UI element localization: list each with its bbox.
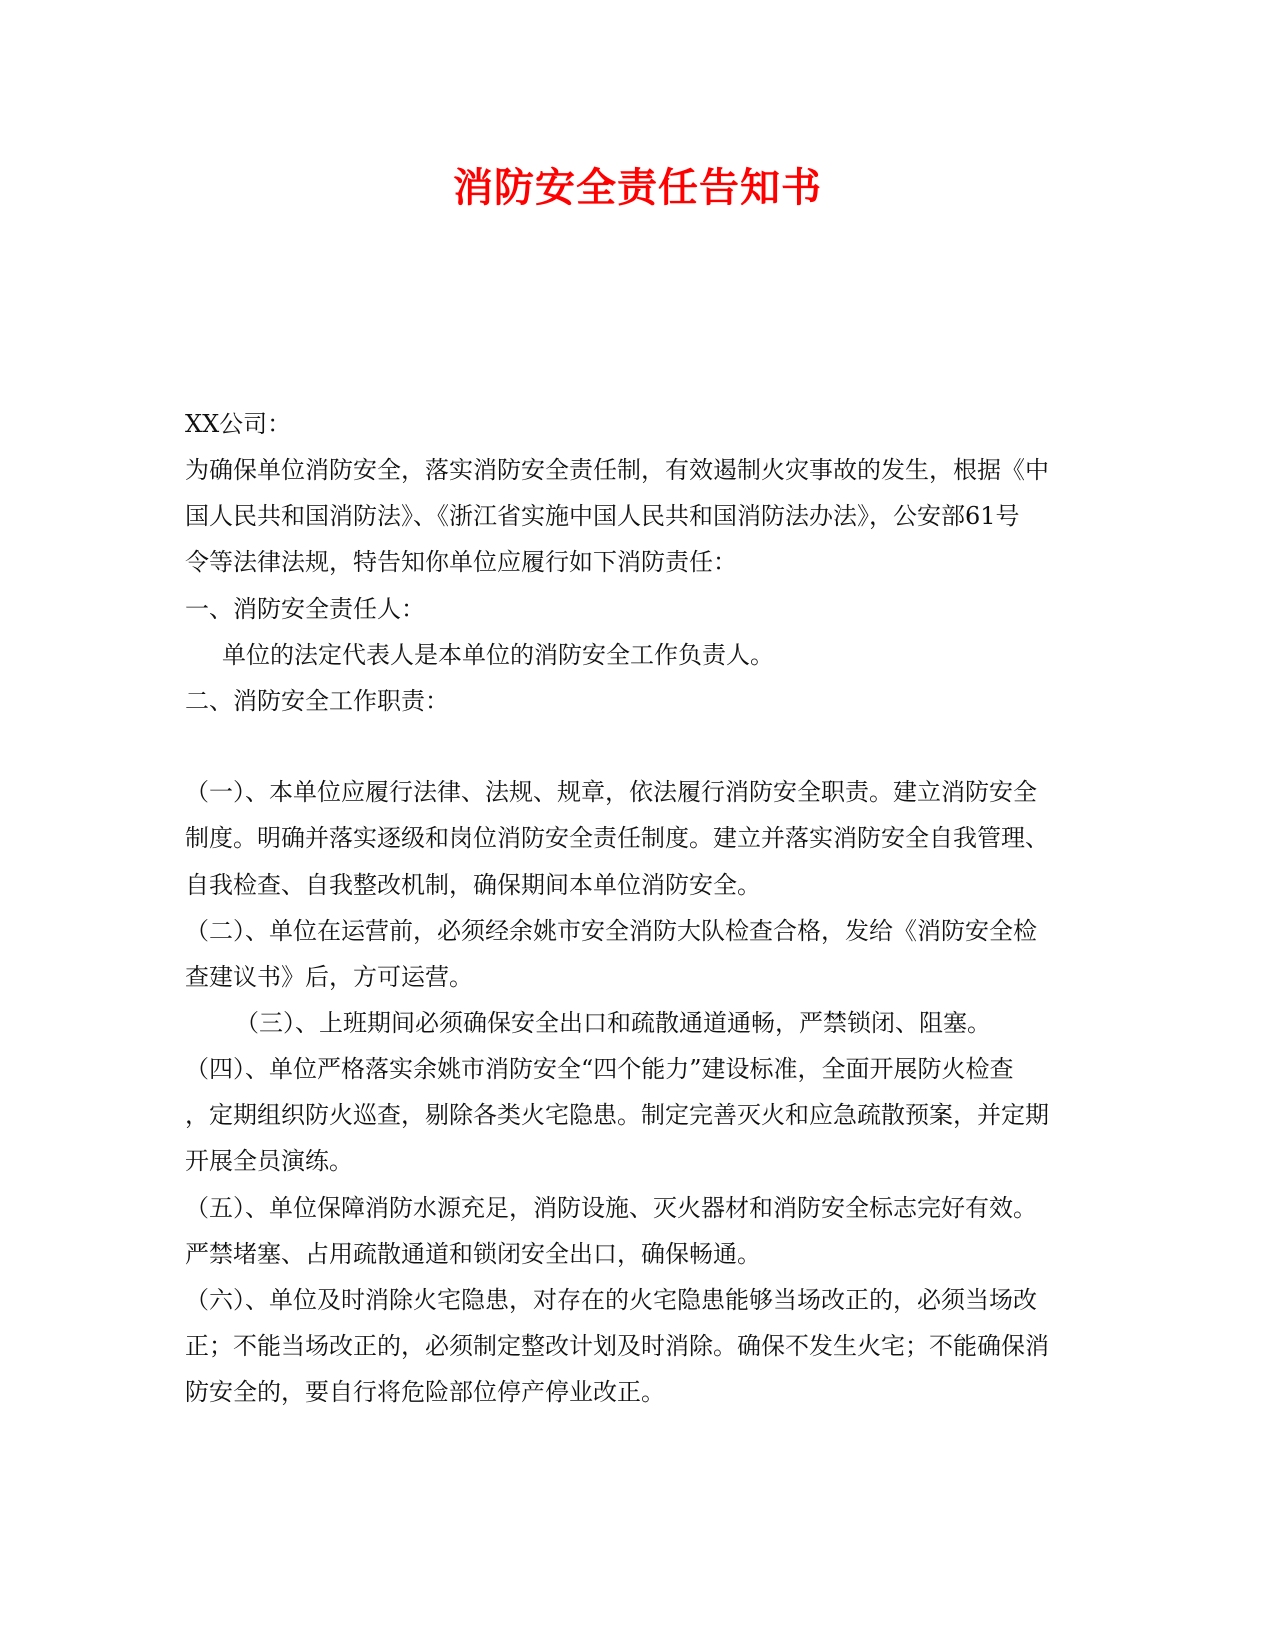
intro-line-3: 令等法律法规，特告知你单位应履行如下消防责任：: [185, 548, 737, 576]
item-4-line-1: （四）、单位严格落实余姚市消防安全“四个能力”建设标准，全面开展防火检查: [185, 1055, 1014, 1083]
item-1-line-1: （一）、本单位应履行法律、法规、规章，依法履行消防安全职责。建立消防安全: [185, 778, 1037, 806]
item-1-line-3: 自我检查、自我整改机制，确保期间本单位消防安全。: [185, 871, 761, 899]
item-5-line-2: 严禁堵塞、占用疏散通道和锁闭安全出口，确保畅通。: [185, 1240, 761, 1268]
document-title: 消防安全责任告知书: [453, 164, 822, 211]
item-4-line-2: ，定期组织防火巡查，剔除各类火宅隐患。制定完善灭火和应急疏散预案，并定期: [185, 1101, 1049, 1129]
section-heading-1: 一、消防安全责任人：: [185, 595, 425, 623]
salutation: XX公司：: [185, 410, 292, 438]
intro-line-2: 国人民共和国消防法》、《浙江省实施中国人民共和国消防法办法》，公安部61号: [185, 502, 1020, 530]
item-2-line-2: 查建议书》后，方可运营。: [185, 963, 473, 991]
intro-line-1: 为确保单位消防安全，落实消防安全责任制，有效遏制火灾事故的发生，根据《中: [185, 456, 1049, 484]
item-1-line-2: 制度。明确并落实逐级和岗位消防安全责任制度。建立并落实消防安全自我管理、: [185, 824, 1049, 852]
item-6-line-3: 防安全的，要自行将危险部位停产停业改正。: [185, 1378, 665, 1406]
item-3-line-1: （三）、上班期间必须确保安全出口和疏散通道通畅，严禁锁闭、阻塞。: [235, 1009, 991, 1037]
item-5-line-1: （五）、单位保障消防水源充足，消防设施、灭火器材和消防安全标志完好有效。: [185, 1194, 1037, 1222]
section-1-text: 单位的法定代表人是本单位的消防安全工作负责人。: [222, 641, 774, 669]
item-6-line-1: （六）、单位及时消除火宅隐患，对存在的火宅隐患能够当场改正的，必须当场改: [185, 1286, 1037, 1314]
section-heading-2: 二、消防安全工作职责：: [185, 687, 449, 715]
item-4-line-3: 开展全员演练。: [185, 1147, 353, 1175]
item-6-line-2: 正；不能当场改正的，必须制定整改计划及时消除。确保不发生火宅；不能确保消: [185, 1332, 1049, 1360]
item-2-line-1: （二）、单位在运营前，必须经余姚市安全消防大队检查合格，发给《消防安全检: [185, 917, 1037, 945]
